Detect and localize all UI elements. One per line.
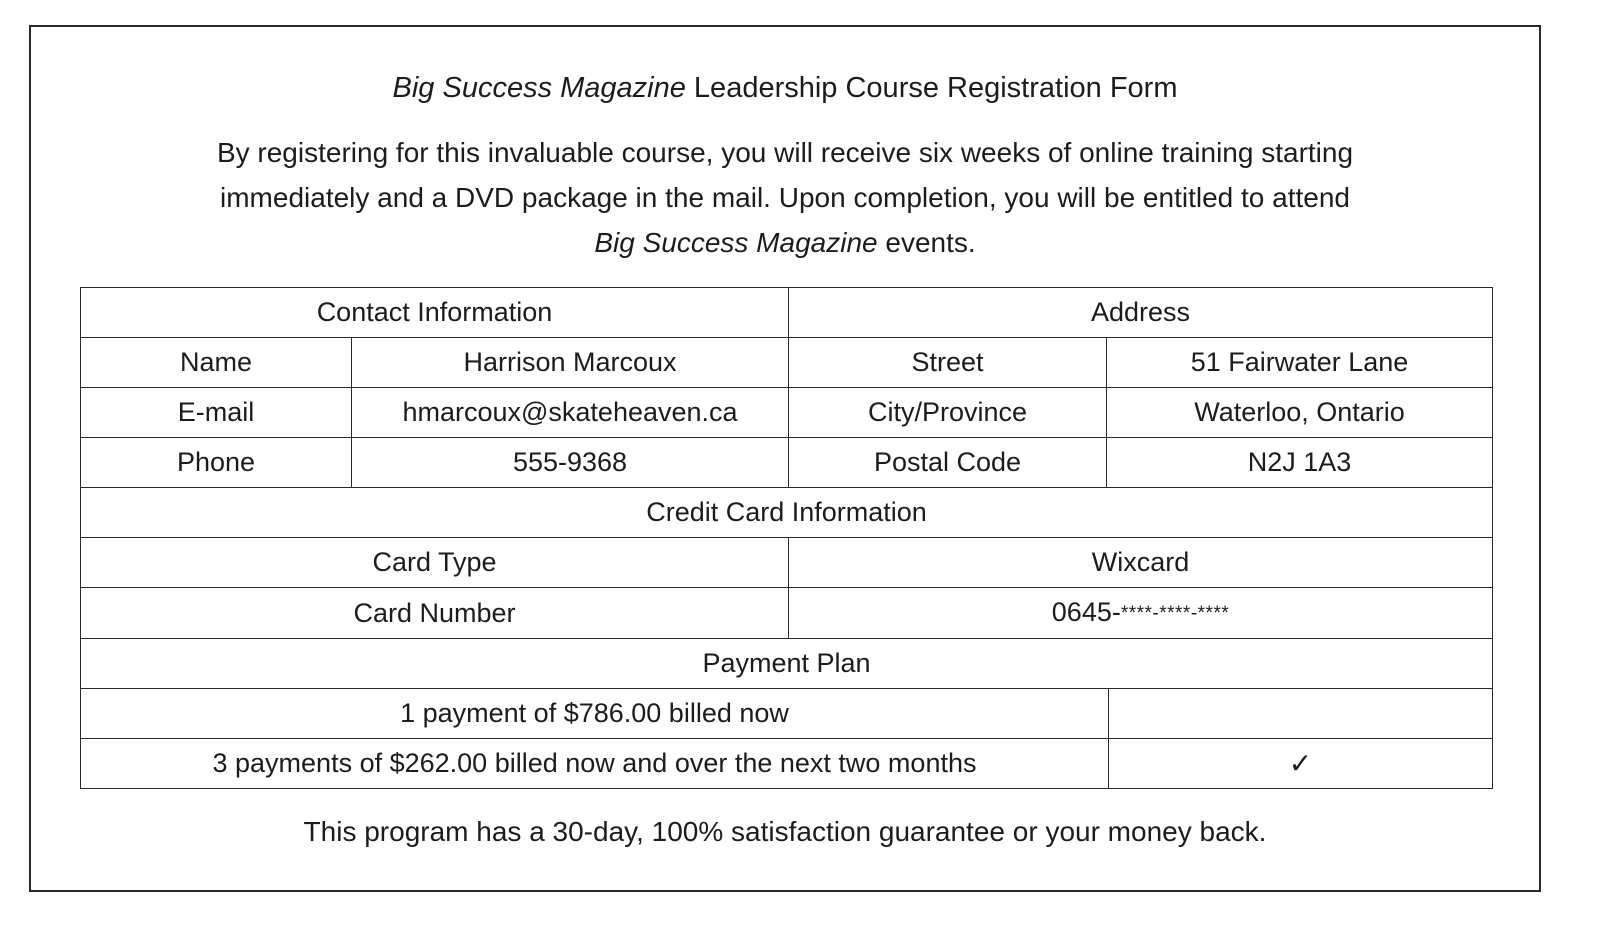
table-row-email-city: [81, 388, 1493, 438]
payment-option-label: 1 payment of $786.00 billed now: [81, 689, 1109, 739]
table-row-card-number: [81, 588, 1493, 639]
card-number-prefix: 0645-: [1051, 597, 1121, 627]
intro-line-2: immediately and a DVD package in the mail. Upon completion, you will be entitled to attend: [220, 182, 1350, 213]
card-number-label: Card Number: [81, 588, 789, 639]
postal-code-value: N2J 1A3: [1107, 438, 1493, 488]
table-row-credit-card-header: [81, 488, 1493, 538]
phone-label: Phone: [81, 438, 352, 488]
email-label: E-mail: [81, 388, 352, 438]
table-row-payment-option: [81, 739, 1493, 789]
table-row-phone-postal: [81, 438, 1493, 488]
title-text: Leadership Course Registration Form: [685, 72, 1178, 104]
intro-line-3-text: events.: [877, 227, 976, 258]
payment-plan-header: Payment Plan: [81, 639, 1493, 689]
card-number-masked: ****-****-****: [1120, 603, 1230, 624]
table-row-payment-plan-header: [81, 639, 1493, 689]
payment-option-label: 3 payments of $262.00 billed now and over the next two months: [81, 739, 1109, 789]
postal-code-label: Postal Code: [789, 438, 1107, 488]
intro-paragraph: [29, 130, 1541, 265]
credit-card-information-header: Credit Card Information: [81, 488, 1493, 538]
payment-option-checkmark-icon: ✓: [1109, 739, 1493, 789]
email-value: hmarcoux@skateheaven.ca: [352, 388, 789, 438]
registration-table: [80, 287, 1493, 789]
card-type-label: Card Type: [81, 538, 789, 588]
intro-line-3: [29, 220, 1541, 265]
city-province-label: City/Province: [789, 388, 1107, 438]
guarantee-note: This program has a 30-day, 100% satisfaction guarantee or your money back.: [303, 816, 1267, 847]
form-title: [29, 68, 1541, 108]
payment-option-selection-box: [1109, 689, 1493, 739]
card-number-value: [789, 588, 1493, 639]
phone-value: 555-9368: [352, 438, 789, 488]
intro-line-1: By registering for this invaluable course, you will receive six weeks of online training starting: [216, 137, 1354, 168]
table-row-name-street: [81, 338, 1493, 388]
city-province-value: Waterloo, Ontario: [1107, 388, 1493, 438]
table-row-section-headers: [81, 288, 1493, 338]
street-label: Street: [789, 338, 1107, 388]
address-header: Address: [789, 288, 1493, 338]
title-magazine-name: Big Success Magazine: [392, 72, 686, 104]
street-value: 51 Fairwater Lane: [1107, 338, 1493, 388]
table-row-card-type: [81, 538, 1493, 588]
name-label: Name: [81, 338, 352, 388]
table-row-payment-option: [81, 689, 1493, 739]
card-type-value: Wixcard: [789, 538, 1493, 588]
contact-information-header: Contact Information: [81, 288, 789, 338]
intro-magazine-name: Big Success Magazine: [594, 227, 878, 258]
name-value: Harrison Marcoux: [352, 338, 789, 388]
